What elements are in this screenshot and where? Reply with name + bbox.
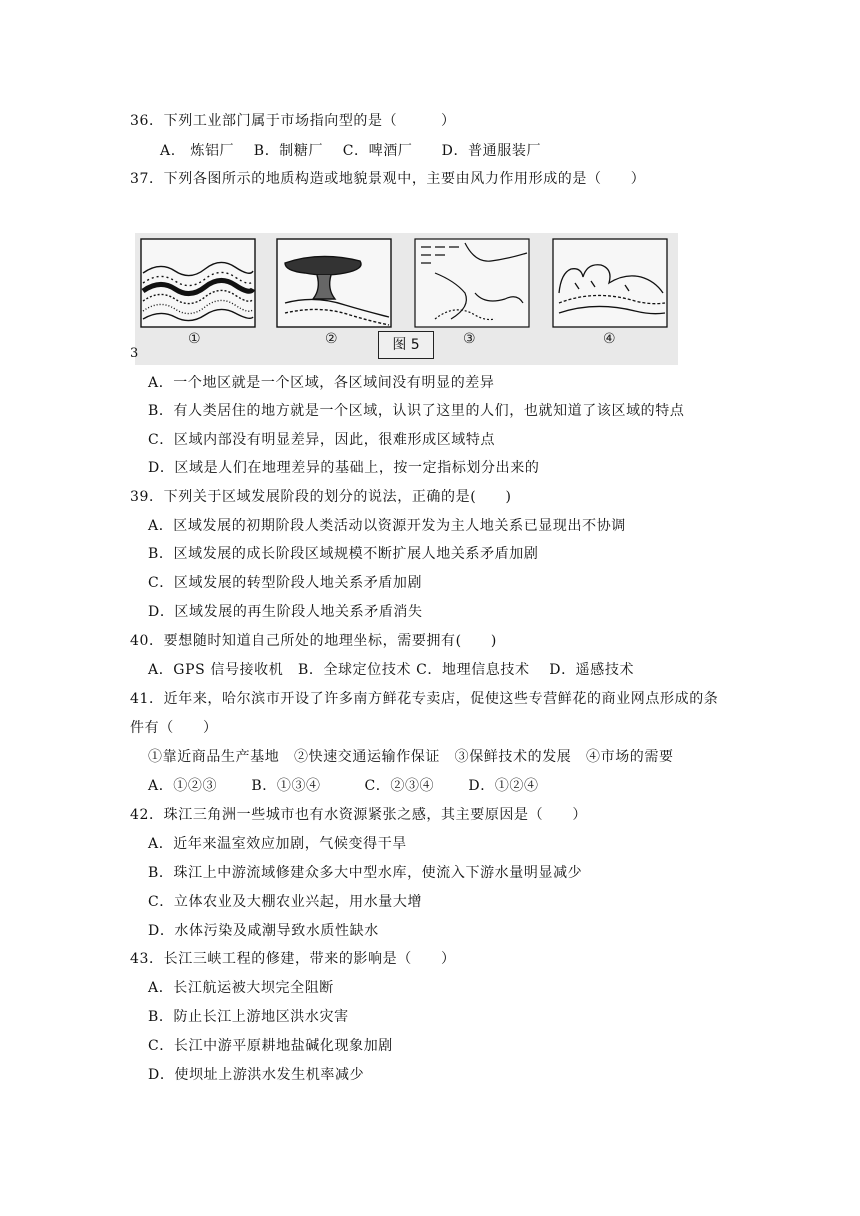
q39-stem: 39．下列关于区域发展阶段的划分的说法，正确的是( ) [130, 489, 512, 505]
q36-stem: 36．下列工业部门属于市场指向型的是（ ） [130, 113, 456, 129]
panel-number-1: ① [188, 331, 201, 347]
q43-stem: 43．长江三峡工程的修建，带来的影响是（ ） [130, 951, 456, 967]
q38-stub: 3 [130, 346, 139, 361]
q43-option-a: A．长江航运被大坝完全阻断 [148, 980, 334, 996]
panel-number-3: ③ [463, 331, 476, 347]
q43-option-d: D．使坝址上游洪水发生机率减少 [148, 1067, 365, 1083]
q42-option-d: D．水体污染及咸潮导致水质性缺水 [148, 923, 379, 939]
q38-option-b: B．有人类居住的地方就是一个区域，认识了这里的人们，也就知道了该区域的特点 [148, 403, 685, 419]
q41-stem-line1: 41．近年来，哈尔滨市开设了许多南方鲜花专卖店，促使这些专营鲜花的商业网点形成的条 [130, 691, 719, 707]
panel-number-2: ② [325, 331, 338, 347]
panel-1-folded-strata [141, 239, 255, 327]
q38-option-c: C．区域内部没有明显差异，因此，很难形成区域特点 [148, 432, 496, 448]
q39-option-d: D．区域发展的再生阶段人地关系矛盾消失 [148, 604, 423, 620]
q37-stem: 37．下列各图所示的地质构造或地貌景观中，主要由风力作用形成的是（ ） [130, 171, 646, 187]
q42-option-c: C．立体农业及大棚农业兴起，用水量大增 [148, 894, 423, 910]
panel-number-4: ④ [603, 331, 616, 347]
q41-stem-line2: 件有（ ） [130, 720, 218, 736]
q42-option-b: B．珠江上中游流域修建众多大中型水库，使流入下游水量明显减少 [148, 865, 583, 881]
panel-2-mushroom-rock [277, 239, 391, 327]
q40-options: A．GPS 信号接收机 B．全球定位技术 C．地理信息技术 D．遥感技术 [148, 662, 635, 678]
q38-option-d: D．区域是人们在地理差异的基础上，按一定指标划分出来的 [148, 460, 540, 476]
q40-stem: 40．要想随时知道自己所处的地理坐标，需要拥有( ) [130, 633, 497, 649]
q38-option-a: A．一个地区就是一个区域，各区域间没有明显的差异 [148, 375, 495, 391]
q39-option-b: B．区域发展的成长阶段区域规模不断扩展人地关系矛盾加剧 [148, 546, 539, 562]
q43-option-b: B．防止长江上游地区洪水灾害 [148, 1009, 349, 1025]
q39-option-a: A．区域发展的初期阶段人类活动以资源开发为主人地关系已显现出不协调 [148, 518, 626, 534]
figure-label: 图 5 [378, 331, 434, 359]
q42-stem: 42．珠江三角洲一些城市也有水资源紧张之感，其主要原因是（ ） [130, 807, 588, 823]
panel-4-cliff-coast [553, 239, 667, 327]
q43-option-c: C．长江中游平原耕地盐碱化现象加剧 [148, 1038, 393, 1054]
q36-options: A. 炼铝厂 B．制糖厂 C．啤酒厂 D．普通服装厂 [160, 143, 542, 159]
panel-3-river-delta [415, 239, 529, 327]
figure-5-landforms [135, 233, 678, 365]
q42-option-a: A．近年来温室效应加剧，气候变得干旱 [148, 836, 407, 852]
q41-items: ①靠近商品生产基地 ②快速交通运输作保证 ③保鲜技术的发展 ④市场的需要 [148, 749, 674, 765]
q41-options: A．①②③ B．①③④ C．②③④ D．①②④ [148, 778, 539, 794]
q39-option-c: C．区域发展的转型阶段人地关系矛盾加剧 [148, 575, 423, 591]
